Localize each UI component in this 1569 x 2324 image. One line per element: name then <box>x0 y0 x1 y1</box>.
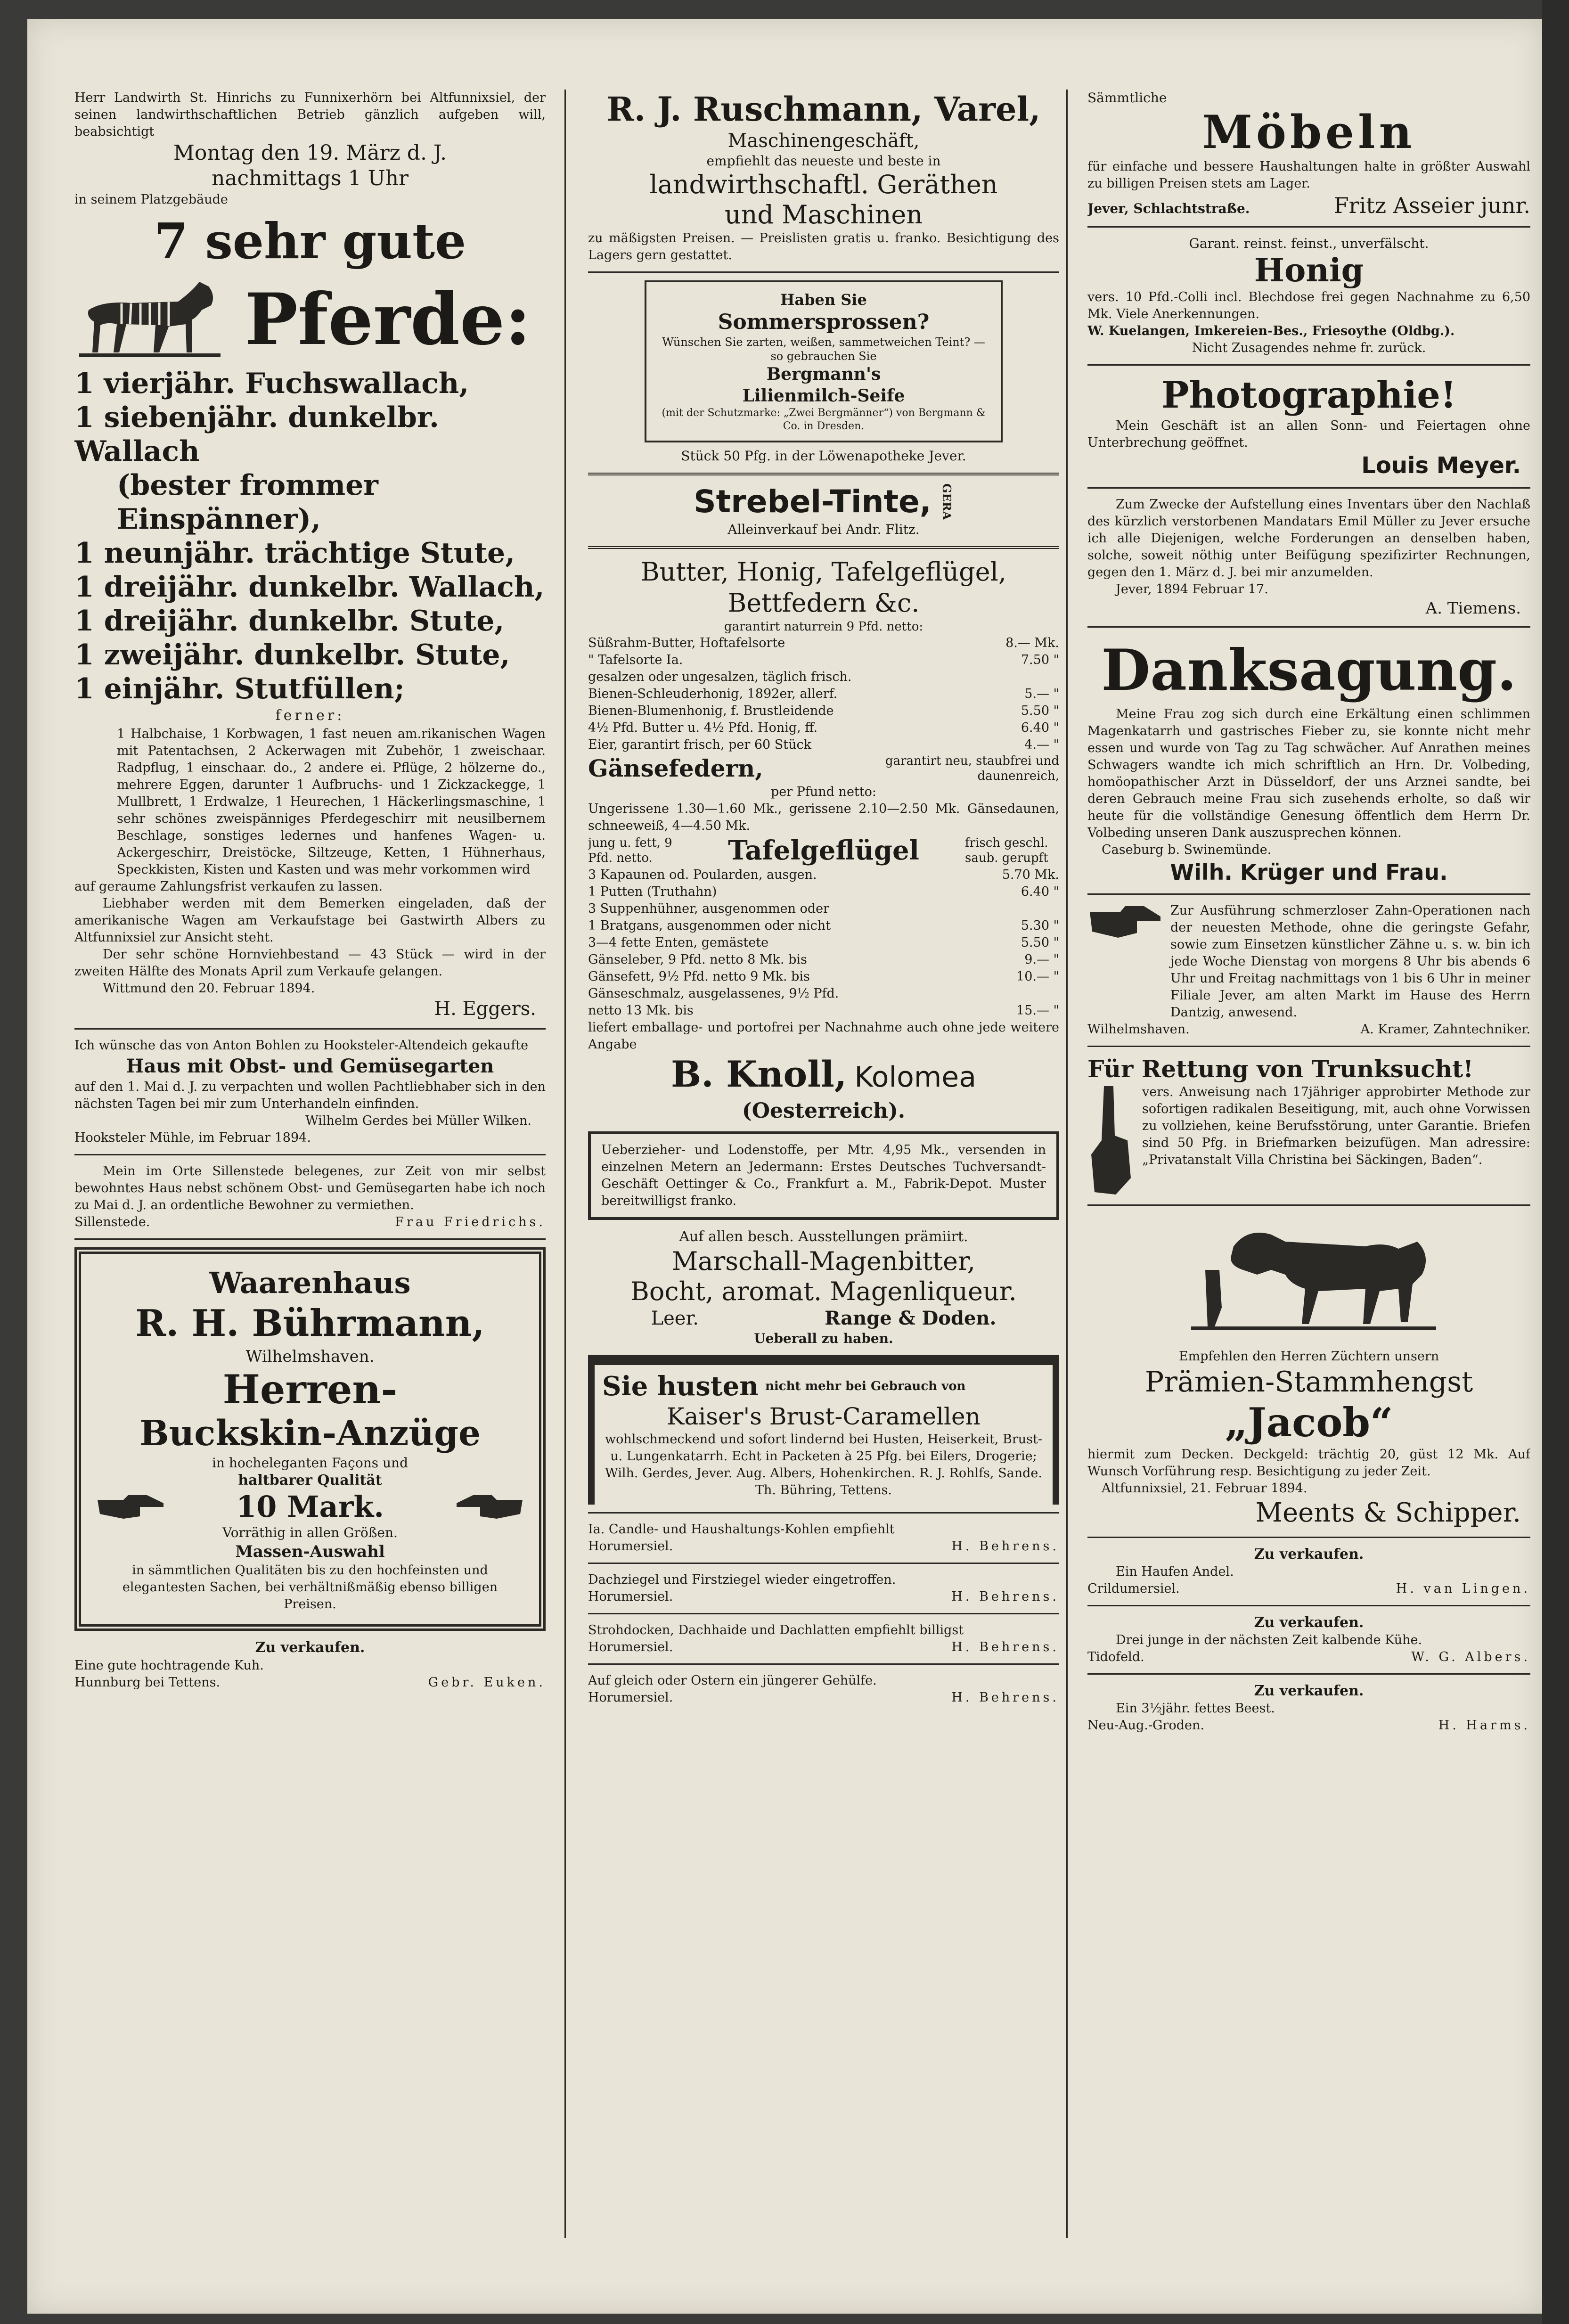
soap-price: Stück 50 Pfg. in der Löwenapotheke Jever. <box>681 448 966 464</box>
sale-name: H. van Lingen. <box>1396 1581 1530 1596</box>
sale-place: Tidofeld. <box>1087 1650 1144 1664</box>
estate-name: A. Tiemens. <box>1425 599 1521 618</box>
ad-divider <box>1087 1605 1530 1606</box>
ad-divider <box>1087 893 1530 895</box>
column-left <box>74 90 546 1691</box>
table-row: Bienen-Blumenhonig, f. Brustleidende 5.50 " <box>588 704 1059 718</box>
sale-text: Eine gute hochtragende Kuh. <box>74 1658 264 1673</box>
coal-text: Ia. Candle- und Haushaltungs-Kohlen empfiehlt <box>588 1522 895 1537</box>
ruschmann-line: empfiehlt das neueste und beste in <box>706 153 941 169</box>
moebeln-address: Jever, Schlachtstraße. <box>1087 201 1250 216</box>
hengst-pre: Empfehlen den Herren Züchtern unsern <box>1178 1349 1439 1364</box>
ad-divider <box>1087 226 1530 228</box>
honig-pre: Garant. reinst. feinst., unverfälscht. <box>1189 236 1429 251</box>
knoll-per-pound: per Pfund netto: <box>771 785 876 799</box>
ad-divider <box>588 271 1059 273</box>
sale-text: Ein 3½jähr. fettes Beest. <box>1116 1701 1275 1716</box>
caramellen-text: wohlschmeckend und sofort lindernd bei Husten, Heiserkeit, Brust- u. Lungenkatarrh. Echt in Packeten à 25 Pfg. bei Eilers, Drogerie; Wilh. Gerdes, Jever. Aug. Albers, Hohenkirchen. R. J. Rohlfs, Sande. Th. Bühring, Tettens. <box>605 1432 1042 1498</box>
hengst-headline-2: „Jacob“ <box>1225 1399 1393 1446</box>
auction-terms: auf geraume Zahlungsfrist verkaufen zu lassen. <box>74 879 383 894</box>
auction-items: 1 Halbchaise, 1 Korbwagen, 1 fast neuen am.rikanischen Wagen mit Patentachsen, 2 Ackerwagen mit Zubehör, 1 zweischaar. Radpflug, 1 einschaar. do., 2 andere ei. Pflüge, 2 hölzerne do., mehrere Eggen, darunter 1 Aufbruchs- und 1 Zickzackegge, 1 Mullbrett, 1 Erdwalze, 1 Heurechen, 1 Häckerlingsmaschine, 1 sehr schönes zweispänniges Pferdegeschirr mit neusilbernem Beschlage, sonstiges ledernes und hanfenes Wagen- u. Ackergeschirr, Dreistöcke, Siltzeuge, Ketten, 1 Hühnerhaus, Speckkisten, Kisten und Kasten und was mehr vorkommen wird <box>117 727 546 877</box>
trunksucht-text: vers. Anweisung nach 17jähriger approbirter Methode zur sofortigen radikalen Beseitigung, mit, auch ohne Vorwissen zu vollziehen, keine Berufsstörung, unter Garantie. Briefen sind 50 Pfg. in Briefmarken beizufügen. Man adressire: „Privatanstalt Villa Christina bei Säckingen, Baden“. <box>1142 1085 1530 1167</box>
tinte-name: Strebel-Tinte, <box>694 483 932 520</box>
sale-name: Gebr. Euken. <box>428 1675 546 1690</box>
ad-divider <box>588 1563 1059 1564</box>
dentist-name: A. Kramer, Zahntechniker. <box>1360 1022 1530 1037</box>
honig-text: vers. 10 Pfd.-Colli incl. Blechdose frei gegen Nachnahme zu 6,50 Mk. Viele Anerkennungen. <box>1087 290 1530 321</box>
knoll-feathers-note: garantirt neu, staubfrei und daunenreich, <box>885 754 1059 783</box>
table-row: Bienen-Schleuderhonig, 1892er, allerf. 5.— " <box>588 687 1059 701</box>
ad-divider <box>588 1512 1059 1514</box>
auction-ferner: ferner: <box>275 707 345 724</box>
knoll-poultry-post: frisch geschl. saub. gerupft <box>965 836 1048 865</box>
soap-ad <box>645 280 1003 442</box>
magenbitter-line-2: Ueberall zu haben. <box>754 1331 893 1346</box>
ruschmann-text: zu mäßigsten Preisen. — Preislisten gratis u. franko. Besichtigung des Lagers gern gestattet. <box>588 231 1059 262</box>
cloth-text: Ueberzieher- und Lodenstoffe, per Mtr. 4,95 Mk., versenden in einzelnen Metern an Jedermann: Erstes Deutsches Tuchversandt-Geschäft Oettinger & Co., Frankfurt a. M., Fabrik-Depot. Muster bereitwilligst franko. <box>601 1143 1046 1208</box>
sale-title: Zu verkaufen. <box>255 1639 365 1656</box>
table-row: 4½ Pfd. Butter u. 4½ Pfd. Honig, ff. 6.40 " <box>588 720 1059 735</box>
sale-title: Zu verkaufen. <box>1254 1546 1364 1563</box>
sale-place: Neu-Aug.-Groden. <box>1087 1718 1204 1733</box>
waarenhaus-headline-1: Herren- <box>222 1366 398 1413</box>
ad-divider <box>74 1238 546 1240</box>
soap-product-2: Lilienmilch-Seife <box>742 386 905 406</box>
horse-illustration-icon <box>74 272 230 367</box>
caramellen-head: Sie husten <box>602 1371 759 1402</box>
behrens-place: Horumersiel. <box>588 1640 673 1654</box>
trunksucht-headline: Für Rettung von Trunksucht! <box>1087 1055 1474 1083</box>
danksagung-text: Meine Frau zog sich durch eine Erkältung einen schlimmen Magenkatarrh und gastrisches Fieber zu, sie konnte nicht mehr essen und wurde von Tag zu Tag schwächer. Auf Anrathen meines Schwagers wandte ich mich schriftlich an Hrn. Dr. Volbeding, homöopathischer Arzt in Düsseldorf, der uns Arznei sandte, bei deren Gebrauch meine Frau sich zusehends erholte, so daß wir heute für die vollständige Genesung öffentlich dem Herrn Dr. Volbeding unseren Dank auszusprechen können. <box>1087 707 1530 840</box>
knoll-city: Kolomea <box>854 1061 976 1094</box>
honig-address: W. Kuelangen, Imkereien-Bes., Friesoythe (Oldbg.). <box>1087 324 1455 338</box>
knoll-price-list-1 <box>588 635 1059 753</box>
garden-intro: Ich wünsche das von Anton Bohlen zu Hooksteler-Altendeich gekaufte <box>74 1038 529 1053</box>
rental-name: Frau Friedrichs. <box>395 1215 546 1229</box>
waarenhaus-ad <box>74 1247 546 1631</box>
hengst-text: hiermit zum Decken. Deckgeld: trächtig 20, güst 12 Mk. Auf Wunsch Vorführung resp. Besichtigung zu jeder Zeit. <box>1087 1447 1530 1479</box>
waarenhaus-title: Waarenhaus <box>209 1266 411 1300</box>
photo-text: Mein Geschäft ist an allen Sonn- und Feiertagen ohne Unterbrechung geöffnet. <box>1087 418 1530 450</box>
list-item: 1 einjähr. Stutfüllen; <box>74 672 405 705</box>
pointing-hand-icon <box>1087 902 1163 945</box>
garden-text: auf den 1. Mai d. J. zu verpachten und wollen Pachtliebhaber sich in den nächsten Tagen bei mir zum Unterhandeln einfinden. <box>74 1080 546 1111</box>
sale-text: Ein Haufen Andel. <box>1116 1564 1234 1579</box>
hengst-name: Meents & Schipper. <box>1255 1498 1521 1528</box>
table-row: " Tafelsorte Ia. 7.50 " <box>588 653 1059 667</box>
table-row: Gänseschmalz, ausgelassenes, 9½ Pfd. <box>588 986 839 1001</box>
sale-name: W. G. Albers. <box>1411 1650 1530 1664</box>
sale-place: Crildumersiel. <box>1087 1581 1180 1596</box>
waarenhaus-city: Wilhelmshaven. <box>245 1347 375 1366</box>
magenbitter-place: Leer. <box>651 1308 699 1329</box>
caramellen-note: nicht mehr bei Gebrauch von <box>765 1379 966 1393</box>
behrens-name: H. Behrens. <box>951 1589 1059 1604</box>
knoll-price-list-2 <box>588 867 1059 1019</box>
ad-divider <box>1087 1673 1530 1675</box>
tinte-city: GERA <box>940 483 954 520</box>
table-row: Gänseleber, 9 Pfd. netto 8 Mk. bis 9.— " <box>588 952 1059 967</box>
list-item: 1 neunjähr. trächtige Stute, <box>74 537 515 570</box>
waarenhaus-name: R. H. Bührmann, <box>135 1302 485 1345</box>
knoll-footer: liefert emballage- und portofrei per Nachnahme auch ohne jede weitere Angabe <box>588 1020 1059 1052</box>
column-middle <box>588 90 1059 1706</box>
estate-place: Jever, 1894 Februar 17. <box>1116 582 1268 597</box>
behrens-name: H. Behrens. <box>951 1539 1059 1554</box>
sale-place: Hunnburg bei Tettens. <box>74 1675 221 1690</box>
knoll-poultry: Tafelgeflügel <box>728 835 919 866</box>
moebeln-headline: Möbeln <box>1202 106 1416 159</box>
sale-text: Drei junge in der nächsten Zeit kalbende Kühe. <box>1116 1633 1422 1647</box>
stallion-illustration-icon <box>1177 1213 1441 1345</box>
sale-name: H. Harms. <box>1438 1718 1530 1733</box>
column-right <box>1087 90 1530 1734</box>
knoll-feather-prices: Ungerissene 1.30—1.60 Mk., gerissene 2.10—2.50 Mk. Gänsedaunen, schneeweiß, 4—4.50 Mk. <box>588 802 1059 833</box>
ad-divider <box>1087 487 1530 489</box>
auction-cattle: Der sehr schöne Hornviehbestand — 43 Stück — wird in der zweiten Hälfte des Monats April zum Verkaufe gelangen. <box>74 947 546 979</box>
auction-sign-place: Wittmund den 20. Februar 1894. <box>103 981 315 996</box>
list-item: 1 dreijähr. dunkelbr. Stute, <box>74 605 505 638</box>
ad-divider <box>74 1154 546 1155</box>
ad-divider <box>1087 1537 1530 1538</box>
behrens-name: H. Behrens. <box>951 1640 1059 1654</box>
magenbitter-headline-1: Marschall-Magenbitter, <box>671 1246 976 1276</box>
waarenhaus-line-1: in hocheleganten Façons und <box>212 1455 409 1471</box>
ruschmann-name: R. J. Ruschmann, Varel, <box>606 90 1041 129</box>
dentist-place: Wilhelmshaven. <box>1087 1022 1190 1037</box>
pointing-hand-icon <box>1087 1084 1135 1197</box>
auction-place: in seinem Platzgebäude <box>74 192 228 207</box>
sale-title: Zu verkaufen. <box>1254 1683 1364 1699</box>
table-row: 3 Suppenhühner, ausgenommen oder <box>588 901 830 916</box>
waarenhaus-line-5: in sämmtlichen Qualitäten bis zu den hochfeinsten und elegantesten Sachen, bei verhältnißmäßig ebenso billigen Preisen. <box>122 1563 498 1612</box>
ad-divider <box>1087 626 1530 628</box>
knoll-poultry-pre: jung u. fett, 9 Pfd. netto. <box>588 836 672 865</box>
ad-divider <box>588 1663 1059 1665</box>
magenbitter-headline-2: Bocht, aromat. Magenliqueur. <box>630 1277 1017 1306</box>
caramellen-ad <box>588 1355 1059 1505</box>
behrens-place: Horumersiel. <box>588 1539 673 1554</box>
garden-sign: Wilhelm Gerdes bei Müller Wilken. <box>305 1113 531 1128</box>
tiles-text: Dachziegel und Firstziegel wieder eingetroffen. <box>588 1572 896 1587</box>
knoll-name: B. Knoll, <box>671 1053 847 1095</box>
knoll-headline-2: Bettfedern &c. <box>727 588 920 618</box>
ad-divider <box>588 546 1059 549</box>
garden-headline: Haus mit Obst- und Gemüsegarten <box>126 1055 494 1077</box>
moebeln-pre: Sämmtliche <box>1087 90 1167 106</box>
auction-time: nachmittags 1 Uhr <box>211 166 409 190</box>
column-divider <box>1066 90 1068 2238</box>
ad-divider <box>588 1613 1059 1614</box>
caramellen-product: Kaiser's Brust-Caramellen <box>667 1403 981 1430</box>
list-item: 1 vierjähr. Fuchswallach, <box>74 367 469 400</box>
auction-buyers: Liebhaber werden mit dem Bemerken eingeladen, daß der amerikanische Wagen am Verkaufstage bei Gastwirth Albers zu Altfunnixsiel zur Ansicht steht. <box>74 896 546 945</box>
waarenhaus-line-3: Vorräthig in allen Größen. <box>222 1525 398 1540</box>
estate-text: Zum Zwecke der Aufstellung eines Inventars über den Nachlaß des kürzlich verstorbenen Mandatars Emil Müller zu Jever ersuche ich alle Diejenigen, welche Forderungen an denselben haben, solche, soweit nöthig unter Beifügung spezifizirter Rechnungen, gegen den 1. März d. J. bei mir anzumelden. <box>1087 497 1530 580</box>
list-item: (bester frommer Einspänner), <box>117 469 378 536</box>
soap-q2: Sommersprossen? <box>718 310 930 334</box>
waarenhaus-line-2: haltbarer Qualität <box>238 1472 382 1489</box>
rental-text: Mein im Orte Sillenstede belegenes, zur Zeit von mir selbst bewohntes Haus nebst schönem Obst- und Gemüsegarten habe ich noch zu Mai d. J. an ordentliche Bewohner zu vermiethen. <box>74 1164 546 1212</box>
soap-text: Wünschen Sie zarten, weißen, sammetweichen Teint? — so gebrauchen Sie <box>662 336 985 363</box>
list-item: 1 dreijähr. dunkelbr. Wallach, <box>74 571 545 604</box>
auction-intro: Herr Landwirth St. Hinrichs zu Funnixerhörn bei Altfunnixsiel, der seinen landwirthschaftlichen Betrieb gänzlich aufgeben will, beabsichtigt <box>74 90 546 139</box>
waarenhaus-price: 10 Mark. <box>236 1489 384 1524</box>
behrens-place: Horumersiel. <box>588 1589 673 1604</box>
ad-divider <box>1087 1046 1530 1047</box>
waarenhaus-headline-2: Buckskin-Anzüge <box>139 1413 481 1454</box>
knoll-headline-1: Butter, Honig, Tafelgeflügel, <box>640 557 1007 587</box>
knoll-feathers: Gänsefedern, <box>588 754 763 782</box>
table-row: 1 Putten (Truthahn) 6.40 " <box>588 884 1059 899</box>
auction-headline-horses: Pferde: <box>245 278 531 361</box>
soap-q1: Haben Sie <box>780 291 867 309</box>
apprentice-text: Auf gleich oder Ostern ein jüngerer Gehülfe. <box>588 1673 877 1688</box>
scan-edge <box>1542 0 1569 2324</box>
pointing-hand-icon <box>95 1493 166 1521</box>
knoll-country: (Oesterreich). <box>742 1099 906 1123</box>
magenbitter-name: Range & Doden. <box>825 1307 997 1329</box>
newspaper-page <box>27 19 1542 2314</box>
ad-divider <box>588 473 1059 475</box>
ad-divider <box>74 1028 546 1030</box>
table-row: 1 Bratgans, ausgenommen oder nicht 5.30 " <box>588 918 1059 933</box>
magenbitter-line-1: Auf allen besch. Ausstellungen prämiirt. <box>679 1228 968 1245</box>
column-divider <box>564 90 566 2238</box>
list-item: 1 siebenjähr. dunkelbr. Wallach <box>74 401 439 468</box>
ad-divider <box>1087 1204 1530 1206</box>
danksagung-headline: Danksagung. <box>1101 637 1517 704</box>
soap-product-1: Bergmann's <box>766 364 881 384</box>
table-row: 3 Kapaunen od. Poularden, ausgen. 5.70 Mk. <box>588 867 1059 882</box>
table-row: Gänsefett, 9½ Pfd. netto 9 Mk. bis 10.— " <box>588 969 1059 984</box>
ruschmann-sub: Maschinengeschäft, <box>727 130 920 152</box>
hengst-headline-1: Prämien-Stammhengst <box>1144 1366 1473 1399</box>
rental-place: Sillenstede. <box>74 1215 150 1229</box>
hengst-place: Altfunnixsiel, 21. Februar 1894. <box>1102 1481 1308 1496</box>
behrens-place: Horumersiel. <box>588 1690 673 1705</box>
moebeln-text: für einfache und bessere Haushaltungen halte in größter Auswahl zu billigen Preisen stets am Lager. <box>1087 159 1530 191</box>
behrens-name: H. Behrens. <box>951 1690 1059 1705</box>
honig-note: Nicht Zusagendes nehme fr. zurück. <box>1192 341 1426 355</box>
waarenhaus-line-4: Massen-Auswahl <box>235 1542 385 1561</box>
ruschmann-headline-1: landwirthschaftl. Geräthen <box>649 170 998 199</box>
photo-headline: Photographie! <box>1161 374 1457 417</box>
tinte-sale: Alleinverkauf bei Andr. Flitz. <box>727 522 920 537</box>
sale-title: Zu verkaufen. <box>1254 1614 1364 1631</box>
table-row: netto 13 Mk. bis 15.— " <box>588 1003 1059 1018</box>
auction-headline: 7 sehr gute <box>154 212 466 270</box>
cloth-ad <box>588 1131 1059 1220</box>
honig-headline: Honig <box>1254 252 1364 289</box>
auction-date: Montag den 19. März d. J. <box>173 141 447 165</box>
dentist-text: Zur Ausführung schmerzloser Zahn-Operationen nach der neuesten Methode, ohne die geringste Gefahr, sowie zum Einsetzen künstlicher Zähne u. s. w. bin ich jede Woche Dienstag von morgens 8 Uhr bis abends 6 Uhr und Freitag nachmittags von 1 bis 6 Uhr in meiner Filiale Jever, am alten Markt im Hause des Herrn Dantzig, anwesend. <box>1170 903 1530 1020</box>
list-item: 1 zweijähr. dunkelbr. Stute, <box>74 638 510 671</box>
ad-divider <box>1087 364 1530 366</box>
photo-name: Louis Meyer. <box>1361 452 1521 479</box>
soap-mark: (mit der Schutzmarke: „Zwei Bergmänner“) von Bergmann & Co. in Dresden. <box>662 407 986 432</box>
moebeln-name: Fritz Asseier junr. <box>1333 193 1530 218</box>
knoll-sub: garantirt naturrein 9 Pfd. netto: <box>724 620 923 634</box>
auction-sign-name: H. Eggers. <box>434 998 536 1020</box>
table-row: 3—4 fette Enten, gemästete 5.50 " <box>588 935 1059 950</box>
roofing-text: Strohdocken, Dachhaide und Dachlatten empfiehlt billigst <box>588 1623 964 1637</box>
danksagung-place: Caseburg b. Swinemünde. <box>1102 843 1272 857</box>
horse-list <box>74 367 546 706</box>
pointing-hand-icon <box>454 1493 525 1521</box>
danksagung-name: Wilh. Krüger und Frau. <box>1170 859 1448 885</box>
table-row: gesalzen oder ungesalzen, täglich frisch. <box>588 670 852 684</box>
garden-sign-place: Hooksteler Mühle, im Februar 1894. <box>74 1130 311 1145</box>
table-row: Süßrahm-Butter, Hoftafelsorte 8.— Mk. <box>588 636 1059 650</box>
ruschmann-headline-2: und Maschinen <box>724 200 923 229</box>
table-row: Eier, garantirt frisch, per 60 Stück 4.— " <box>588 737 1059 752</box>
